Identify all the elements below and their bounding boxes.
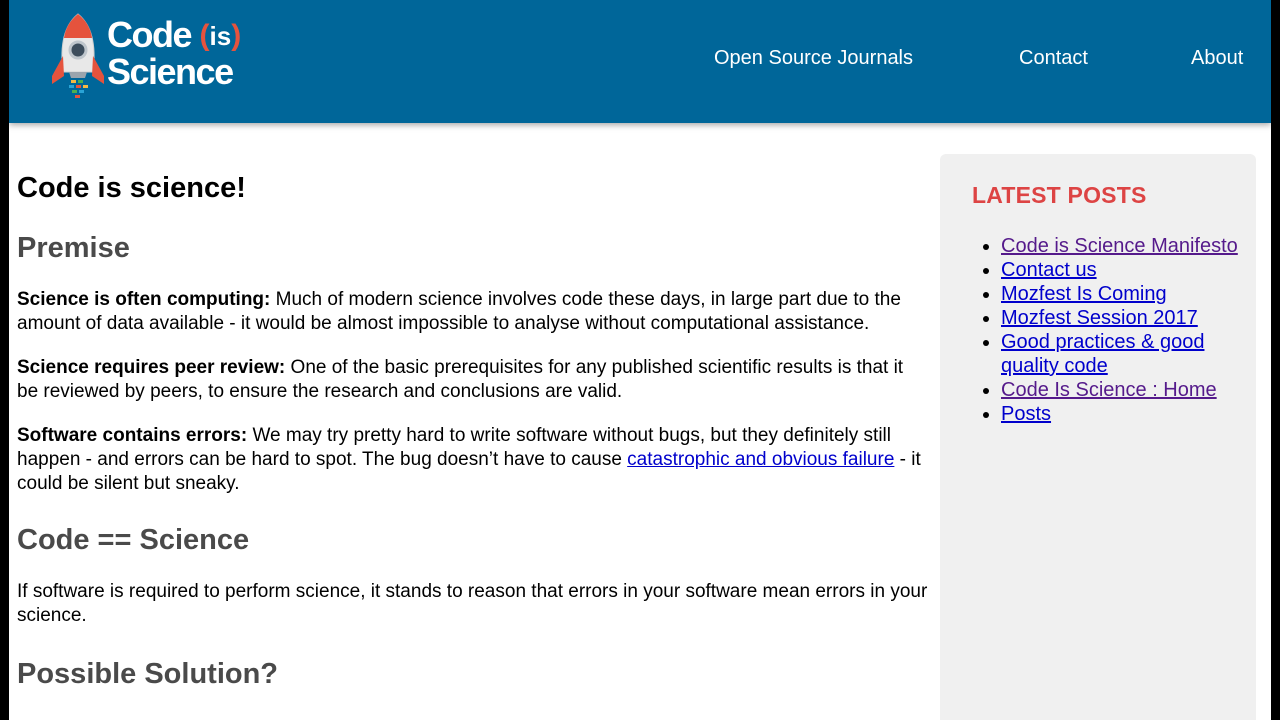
post-link-home[interactable]: Code Is Science : Home	[1001, 379, 1217, 401]
paragraph-errors-tail: - it could be silent but sneaky.	[17, 449, 921, 494]
paragraph-peer-review-lead: Science requires peer review:	[17, 357, 286, 378]
rocket-icon	[49, 12, 107, 100]
heading-possible-solution: Possible Solution?	[17, 658, 279, 690]
nav-about[interactable]: About	[1191, 47, 1244, 69]
logo-word-is: is	[209, 21, 232, 51]
list-item	[1001, 234, 1241, 258]
logo-word-code: Code	[107, 14, 191, 55]
heading-premise: Premise	[17, 232, 130, 264]
list-item	[1001, 258, 1241, 282]
logo-word-science: Science	[107, 51, 233, 92]
paragraph-code-science: If software is required to perform science, it stands to reason that errors in your software mean errors in your science.	[17, 581, 928, 626]
post-link-posts[interactable]: Posts	[1001, 403, 1052, 425]
list-item	[1001, 402, 1241, 426]
page-title: Code is science!	[17, 172, 246, 204]
nav-contact[interactable]: Contact	[1019, 47, 1088, 69]
post-link-contact[interactable]: Contact us	[1001, 259, 1097, 281]
paragraph-errors	[17, 424, 929, 496]
paragraph-computing	[17, 288, 929, 336]
nav-open-source-journals[interactable]: Open Source Journals	[714, 47, 914, 69]
logo-open-paren: (	[199, 19, 210, 52]
catastrophic-failure-link[interactable]: catastrophic and obvious failure	[627, 449, 895, 470]
list-item	[1001, 378, 1241, 402]
site-logo[interactable]	[49, 12, 259, 100]
post-link-mozfest-coming[interactable]: Mozfest Is Coming	[1001, 283, 1167, 305]
paragraph-peer-review-body: One of the basic prerequisites for any published scientific results is that it be reviewed by peers, to ensure the research and conclusions are valid.	[17, 357, 904, 402]
list-item	[1001, 282, 1241, 306]
sidebar-heading: LATEST POSTS	[972, 182, 1147, 208]
main-content	[17, 150, 929, 690]
logo-close-paren: )	[231, 19, 242, 52]
post-link-mozfest-2017[interactable]: Mozfest Session 2017	[1001, 307, 1198, 329]
heading-code-science: Code == Science	[17, 524, 250, 556]
post-link-manifesto[interactable]: Code is Science Manifesto	[1001, 235, 1238, 257]
paragraph-computing-body: Much of modern science involves code these days, in large part due to the amount of data available - it would be almost impossible to analyse without computational assistance.	[17, 289, 901, 334]
latest-posts-list	[1001, 234, 1241, 426]
site-header	[9, 0, 1271, 123]
sidebar-latest-posts	[940, 154, 1256, 720]
logo-wordmark	[107, 14, 242, 92]
list-item	[1001, 330, 1241, 378]
paragraph-computing-lead: Science is often computing:	[17, 289, 271, 310]
page	[9, 0, 1271, 720]
paragraph-errors-lead: Software contains errors:	[17, 425, 248, 446]
list-item	[1001, 306, 1241, 330]
paragraph-peer-review	[17, 356, 929, 404]
post-link-good-practices[interactable]: Good practices & good quality code	[1001, 331, 1205, 377]
paragraph-errors-body: We may try pretty hard to write software without bugs, but they definitely still happen - and errors can be hard to spot. The bug doesn’t have to cause	[17, 425, 891, 470]
